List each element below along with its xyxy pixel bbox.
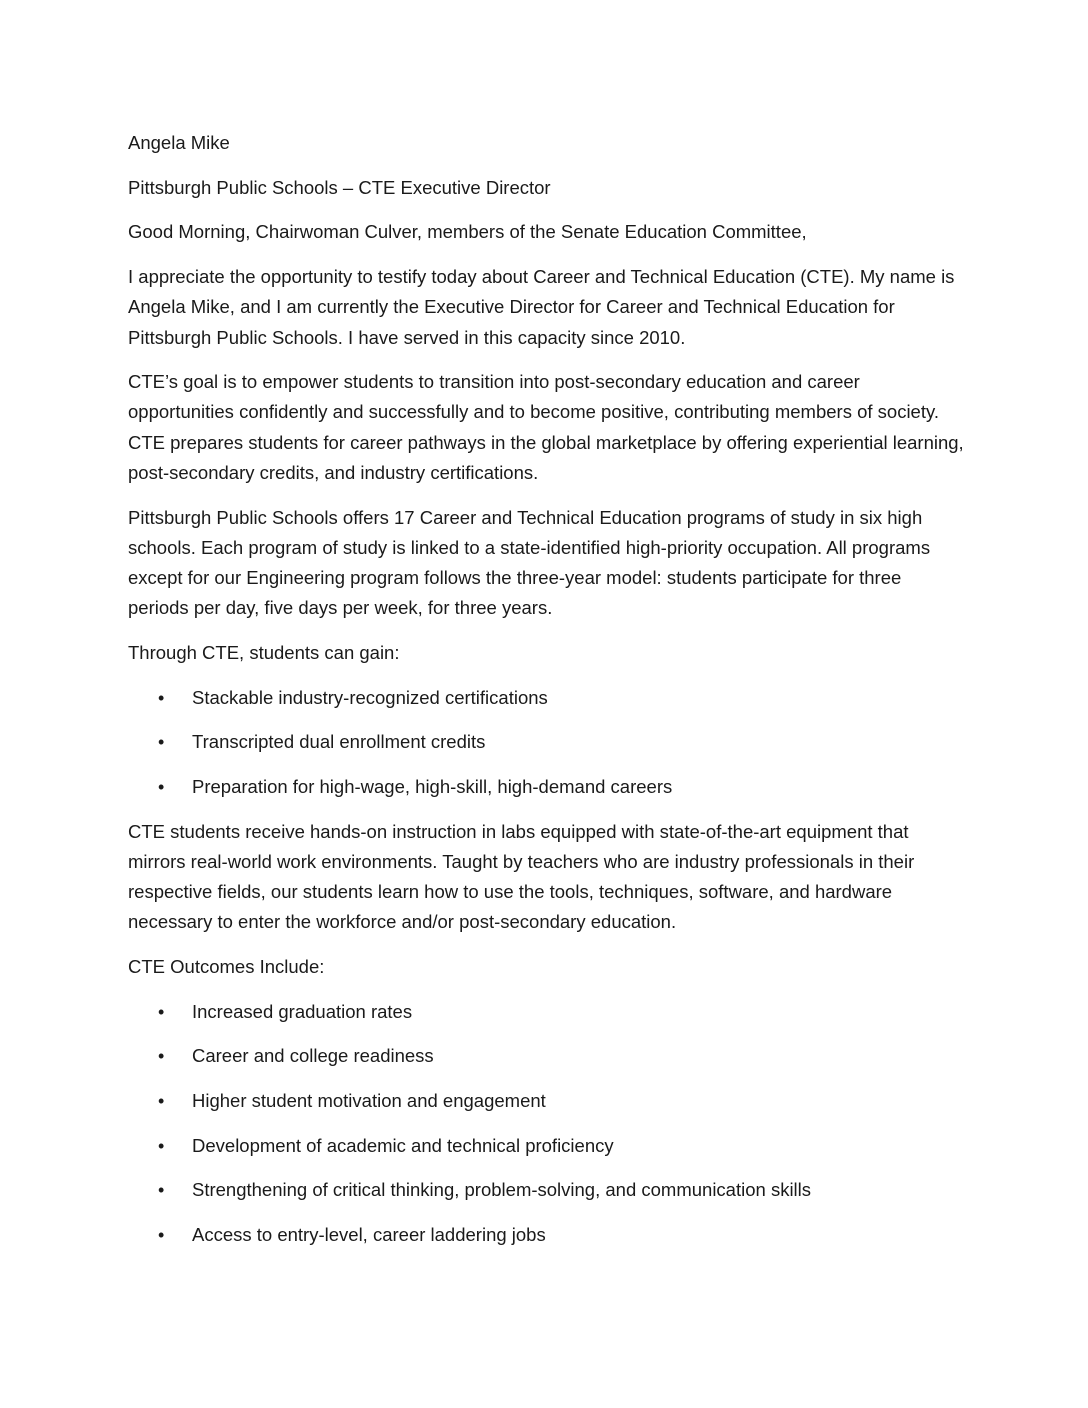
author-name: Angela Mike xyxy=(128,132,230,153)
author-affiliation: Pittsburgh Public Schools – CTE Executive Director xyxy=(128,176,551,198)
list-item: • Development of academic and technical proficiency xyxy=(128,1131,964,1161)
labs-paragraph: CTE students receive hands-on instruction in labs equipped with state-of-the-art equipment that mirrors real-world work environments. Taught by teachers who are industry professionals in their respective fields, our students learn how to use the tools, techniques, software, and hardware necessary to enter the workforce and/or post-secondary education. xyxy=(128,820,915,933)
list-item: • Preparation for high-wage, high-skill, high-demand careers xyxy=(128,772,964,802)
list-item: • Access to entry-level, career laddering jobs xyxy=(128,1220,964,1250)
list-item: • Career and college readiness xyxy=(128,1041,964,1071)
list-item: • Higher student motivation and engagement xyxy=(128,1086,964,1116)
list-item: • Strengthening of critical thinking, problem-solving, and communication skills xyxy=(128,1175,964,1205)
goal-paragraph: CTE’s goal is to empower students to transition into post-secondary education and career opportunities confidently and successfully and to become positive, contributing members of society. CTE prepares students for career pathways in the global marketplace by offering experiential learning, post-secondary credits, and industry certifications. xyxy=(128,371,964,483)
gain-list xyxy=(128,683,964,803)
greeting-paragraph: Good Morning, Chairwoman Culver, members of the Senate Education Committee, xyxy=(128,221,807,243)
list-item: • Stackable industry-recognized certifications xyxy=(128,683,964,713)
outcomes-list xyxy=(128,997,964,1251)
list-item: • Transcripted dual enrollment credits xyxy=(128,727,964,757)
programs-paragraph: Pittsburgh Public Schools offers 17 Career and Technical Education programs of study in six high schools. Each program of study is linked to a state-identified high-priority occupation. All programs except for our Engineering program follows the three-year model: students participate for three periods per day, five days per week, for three years. xyxy=(128,506,931,619)
list-item: • Increased graduation rates xyxy=(128,997,964,1027)
document-body xyxy=(128,128,964,1265)
outcomes-intro: CTE Outcomes Include: xyxy=(128,955,325,977)
gain-intro: Through CTE, students can gain: xyxy=(128,641,400,663)
intro-paragraph: I appreciate the opportunity to testify today about Career and Technical Education (CTE). My name is Angela Mike, and I am currently the Executive Director for Career and Technical Education for Pittsburgh Public Schools. I have served in this capacity since 2010. xyxy=(128,266,955,348)
